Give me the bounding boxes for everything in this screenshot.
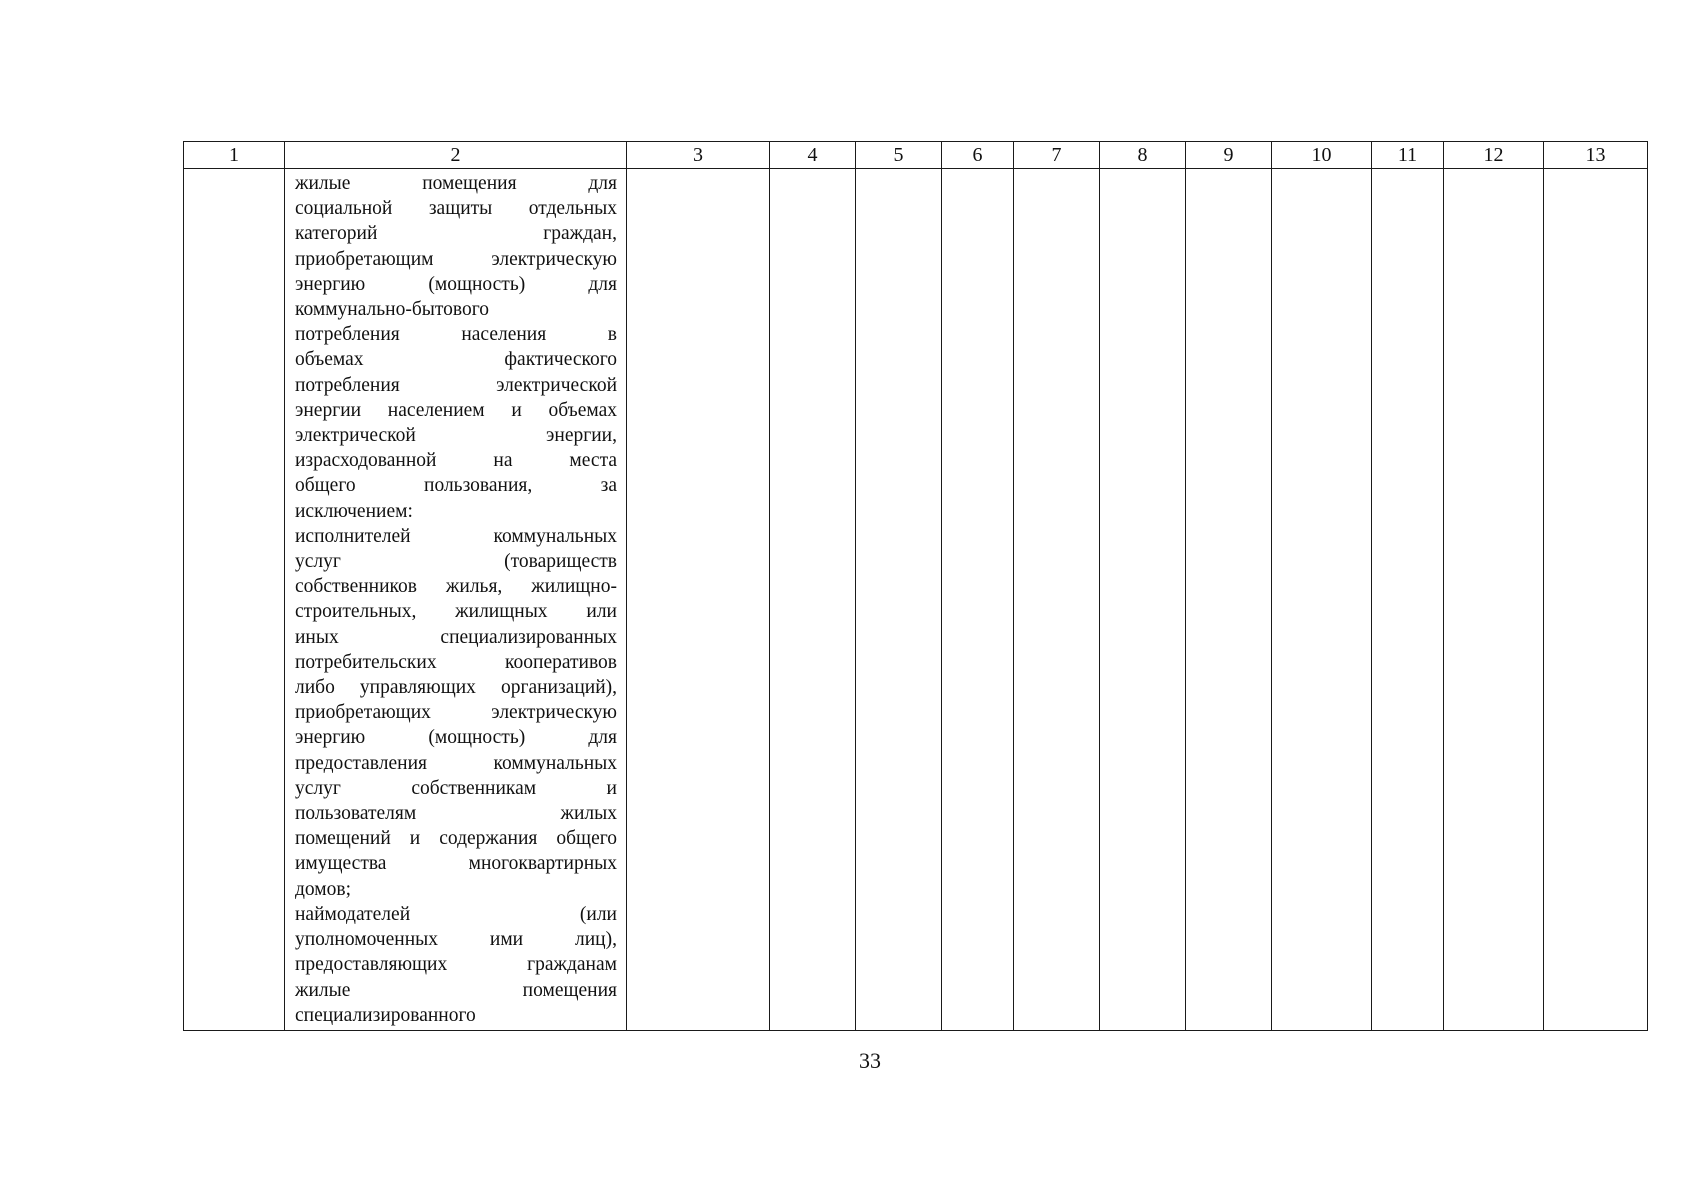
column-header: 2 [285,142,627,169]
column-header: 5 [856,142,942,169]
cell-text-line: уполномоченных ими лиц), [295,929,617,951]
table-cell-col-3 [627,169,770,1031]
column-header: 3 [627,142,770,169]
column-header: 6 [942,142,1014,169]
table-cell-col-5 [856,169,942,1031]
column-header: 7 [1014,142,1100,169]
cell-text-line: исполнителей коммунальных [295,525,617,547]
table-cell-col-4 [770,169,856,1031]
cell-text-line: энергию (мощность) для [295,727,617,749]
column-header: 8 [1100,142,1186,169]
cell-text-line: жилые помещения [295,979,617,1001]
cell-text-line: предоставления коммунальных [295,752,617,774]
column-header: 4 [770,142,856,169]
cell-text-line: электрической энергии, [295,425,617,447]
column-number-row [184,142,1648,169]
column-header: 12 [1444,142,1544,169]
cell-text-line: израсходованной на места [295,450,617,472]
table-cell-col-9 [1186,169,1272,1031]
cell-text-line: исключением: [295,500,413,522]
column-header: 9 [1186,142,1272,169]
cell-text-line: энергию (мощность) для [295,273,617,295]
table-cell-col-11 [1372,169,1444,1031]
cell-text-line: коммунально-бытового [295,299,489,321]
cell-text-line: общего пользования, за [295,475,617,497]
cell-text-line: имущества многоквартирных [295,853,617,875]
cell-text-line: услуг собственникам и [295,777,617,799]
cell-text-line: жилые помещения для [295,173,617,194]
column-header: 13 [1544,142,1648,169]
table-cell-col-13 [1544,169,1648,1031]
cell-text-line: приобретающим электрическую [295,248,617,270]
cell-text-line: потребления электрической [295,374,617,396]
table-cell-col-1 [184,169,285,1031]
column-header: 1 [184,142,285,169]
cell-text-line: иных специализированных [295,626,617,648]
table-cell-col-8 [1100,169,1186,1031]
table-row [184,169,1648,1031]
column-header: 10 [1272,142,1372,169]
cell-text-line: либо управляющих организаций), [295,677,617,699]
cell-text-line: помещений и содержания общего [295,828,617,850]
table-cell-col-7 [1014,169,1100,1031]
cell-text-line: приобретающих электрическую [295,702,617,724]
table-cell-col-6 [942,169,1014,1031]
cell-text-line: социальной защиты отдельных [295,198,617,220]
cell-text-line: строительных, жилищных или [295,601,617,623]
cell-text-line: наймодателей (или [295,903,617,925]
cell-text-line: потребления населения в [295,324,617,346]
cell-text-line: потребительских кооперативов [295,651,617,673]
document-table [183,141,1648,1031]
table-cell-col-2 [285,169,627,1031]
cell-text-line: специализированного [295,1004,476,1026]
cell-text-line: пользователям жилых [295,803,617,825]
cell-text-line: энергии населением и объемах [295,399,617,421]
cell-text-line: категорий граждан, [295,223,617,245]
cell-text-line: объемах фактического [295,349,617,371]
cell-text-line: собственников жилья, жилищно- [295,576,617,598]
cell-text-line: услуг (товариществ [295,551,617,573]
table-cell-col-12 [1444,169,1544,1031]
column-header: 11 [1372,142,1444,169]
cell-text-line: домов; [295,878,352,900]
table-cell-col-10 [1272,169,1372,1031]
cell-text-line: предоставляющих гражданам [295,954,617,976]
cell-description-text [295,171,617,1028]
page-number: 33 [859,1048,881,1073]
